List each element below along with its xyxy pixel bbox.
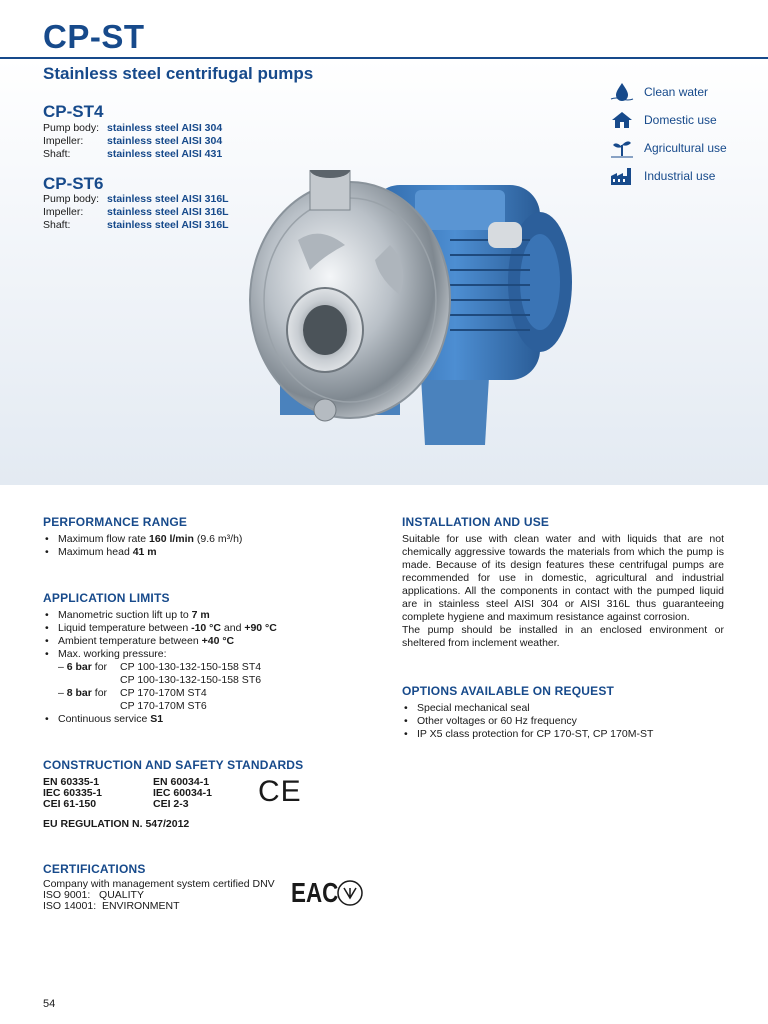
list-item: • Ambient temperature between +40 °C bbox=[43, 635, 373, 648]
spec-row bbox=[43, 135, 222, 148]
section-heading-standards: CONSTRUCTION AND SAFETY STANDARDS bbox=[43, 758, 304, 772]
installation-paragraph-1: Suitable for use with clean water and with liquids that are not chemically aggressive towards the materials from which the pump is made. Because of its design features these centrifugal pumps are recommended for use in domestic, agricultural and industrial applications. All the components in contact with the pumped liquid are in stainless steel AISI 304 or AISI 316L thus guaranteeing complete hygiene and maximum resistance against corrosion. bbox=[402, 533, 724, 623]
spec-value: stainless steel AISI 304 bbox=[107, 135, 223, 147]
section-heading-performance: PERFORMANCE RANGE bbox=[43, 515, 188, 529]
spec-row bbox=[43, 193, 229, 206]
uses-legend bbox=[610, 78, 727, 190]
page-title: CP-ST bbox=[43, 18, 145, 55]
list-item: • Maximum head 41 m bbox=[43, 546, 373, 559]
pressure-row-6bar: – 6 bar for CP 100-130-132-150-158 ST4 CP 100-130-132-150-158 ST6 bbox=[58, 661, 262, 686]
page-number: 54 bbox=[43, 998, 56, 1010]
list-item: • Other voltages or 60 Hz frequency bbox=[402, 715, 724, 728]
section-heading-options: OPTIONS AVAILABLE ON REQUEST bbox=[402, 684, 615, 698]
spec-label: Shaft: bbox=[43, 148, 71, 160]
list-item: • Max. working pressure: bbox=[43, 648, 373, 661]
installation-paragraph-2: The pump should be installed in an enclosed environment or sheltered from inclement weather. bbox=[402, 624, 724, 649]
list-item: • Maximum flow rate 160 l/min (9.6 m³/h) bbox=[43, 533, 373, 546]
certifications-section bbox=[43, 862, 383, 912]
spec-row bbox=[43, 206, 229, 219]
spec-value: stainless steel AISI 304 bbox=[107, 122, 223, 134]
section-heading-installation: INSTALLATION AND USE bbox=[402, 515, 550, 529]
use-label: Clean water bbox=[644, 85, 709, 99]
list-item: • Manometric suction lift up to 7 m bbox=[43, 609, 373, 622]
section-heading-certifications: CERTIFICATIONS bbox=[43, 862, 146, 876]
model-title-cp-st6: CP-ST6 bbox=[43, 174, 104, 193]
pressure-row-8bar: – 8 bar for CP 170-170M ST4 CP 170-170M ST6 bbox=[58, 687, 207, 712]
spec-value: stainless steel AISI 316L bbox=[107, 206, 229, 218]
use-label: Agricultural use bbox=[644, 141, 727, 155]
factory-icon bbox=[610, 166, 634, 186]
spec-row bbox=[43, 122, 222, 135]
limits-section bbox=[43, 591, 373, 726]
use-label: Domestic use bbox=[644, 113, 717, 127]
spec-label: Pump body: bbox=[43, 193, 100, 205]
water-drop-icon bbox=[610, 82, 634, 102]
model-specs-cp-st4 bbox=[43, 122, 222, 161]
list-item: • Continuous service S1 bbox=[43, 713, 373, 726]
standards-col-2: EN 60034-1 IEC 60034-1 CEI 2-3 bbox=[153, 776, 212, 810]
use-clean-water bbox=[610, 78, 727, 106]
page-subtitle: Stainless steel centrifugal pumps bbox=[43, 64, 314, 83]
spec-label: Pump body: bbox=[43, 122, 100, 134]
performance-section bbox=[43, 515, 373, 559]
standards-section bbox=[43, 758, 373, 830]
certification-seal-icon bbox=[336, 879, 364, 907]
use-label: Industrial use bbox=[644, 169, 716, 183]
model-specs-cp-st6 bbox=[43, 193, 229, 232]
list-item: • IP X5 class protection for CP 170-ST, CP 170M-ST bbox=[402, 728, 724, 741]
use-industrial bbox=[610, 162, 727, 190]
house-icon bbox=[610, 110, 634, 130]
list-item: • Special mechanical seal bbox=[402, 702, 724, 715]
spec-row bbox=[43, 219, 229, 232]
use-domestic bbox=[610, 106, 727, 134]
spec-row bbox=[43, 148, 222, 161]
options-section bbox=[402, 684, 724, 741]
spec-value: stainless steel AISI 316L bbox=[107, 219, 229, 231]
spec-label: Impeller: bbox=[43, 135, 84, 147]
installation-section bbox=[402, 515, 724, 650]
spec-value: stainless steel AISI 316L bbox=[107, 193, 229, 205]
eu-regulation: EU REGULATION N. 547/2012 bbox=[43, 818, 190, 830]
spec-label: Impeller: bbox=[43, 206, 84, 218]
model-title-cp-st4: CP-ST4 bbox=[43, 102, 104, 121]
pump-illustration bbox=[240, 170, 590, 460]
eac-mark: EAC bbox=[291, 877, 339, 908]
spec-value: stainless steel AISI 431 bbox=[107, 148, 223, 160]
ce-mark: CE bbox=[258, 775, 302, 808]
certifications-text: Company with management system certified DNV ISO 9001: QUALITY ISO 14001: ENVIRONMENT bbox=[43, 878, 275, 912]
standards-col-1: EN 60335-1 IEC 60335-1 CEI 61-150 bbox=[43, 776, 102, 810]
use-agricultural bbox=[610, 134, 727, 162]
section-heading-limits: APPLICATION LIMITS bbox=[43, 591, 170, 605]
spec-label: Shaft: bbox=[43, 219, 71, 231]
list-item: • Liquid temperature between -10 °C and +90 °C bbox=[43, 622, 373, 635]
plant-icon bbox=[610, 138, 634, 158]
